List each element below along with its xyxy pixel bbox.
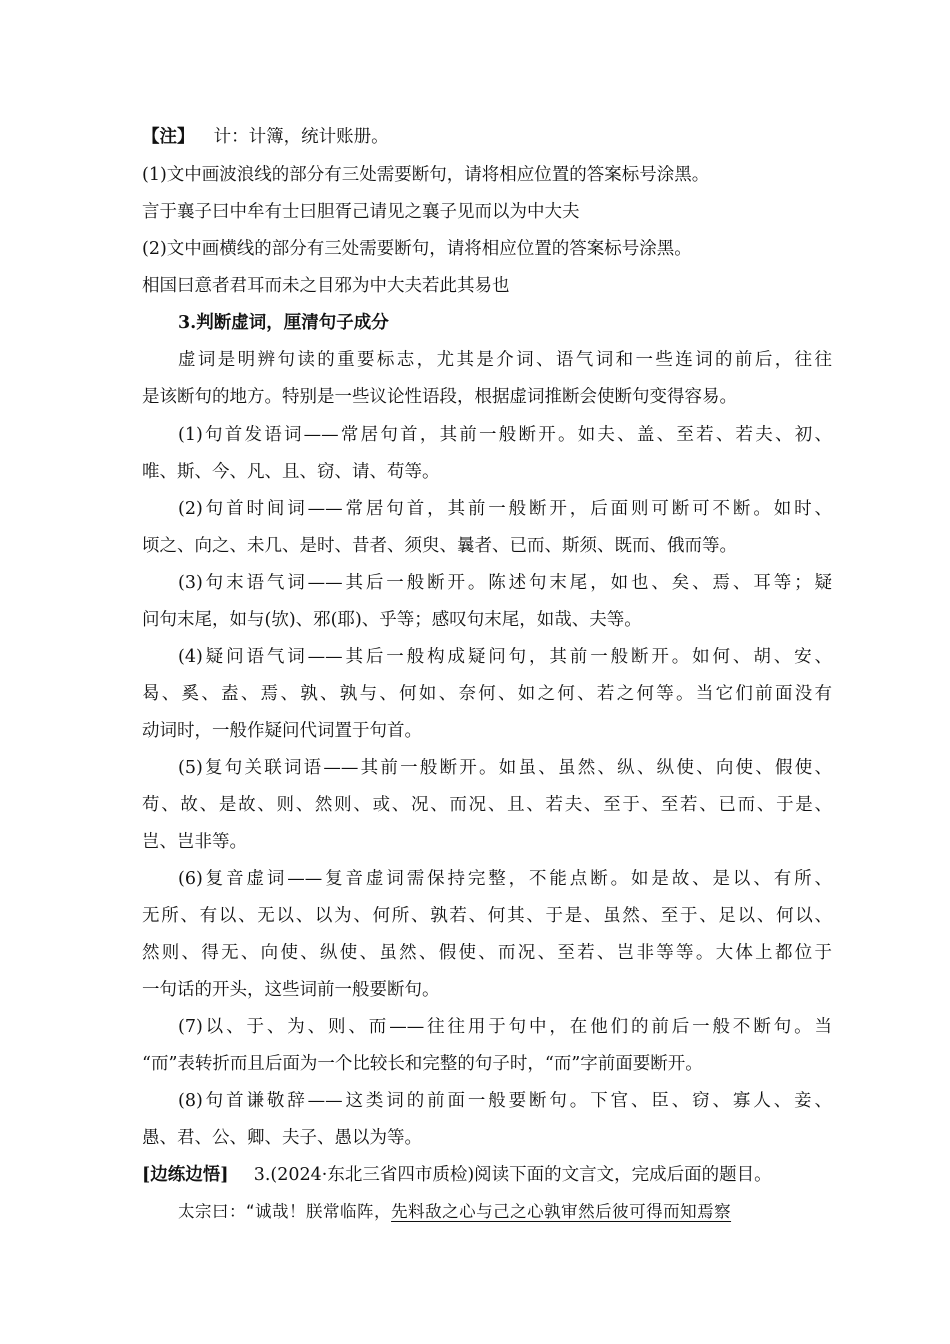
intro-line: 是该断句的地方。特别是一些议论性语段，根据虚词推断会使断句变得容易。 — [142, 387, 737, 407]
practice-text: 3.(2024·东北三省四市质检)阅读下面的文言文，完成后面的题目。 — [253, 1165, 772, 1185]
item-line: (8)句首谦敬辞——这类词的前面一般要断句。下官、臣、窃、寡人、妾、 — [178, 1091, 832, 1111]
intro-line: 虚词是明辨句读的重要标志，尤其是介词、语气词和一些连词的前后，往往 — [178, 350, 832, 370]
passage-lead: 太宗曰：“诚哉！朕常临阵， — [178, 1202, 392, 1221]
q2-sentence: 相国曰意者君耳而未之目邪为中大夫若此其易也 — [142, 276, 510, 296]
passage-underlined: 先料敌之心与己之心孰审然后彼可得而知焉察 — [391, 1202, 732, 1221]
item-line: 唯、斯、今、凡、且、窃、请、苟等。 — [142, 462, 440, 482]
section-heading: 3.判断虚词，厘清句子成分 — [178, 313, 389, 333]
item-line: (1)句首发语词——常居句首，其前一般断开。如夫、盖、至若、若夫、初、 — [178, 425, 832, 445]
practice-line — [142, 1162, 832, 1188]
item-line: “而”表转折而且后面为一个比较长和完整的句子时，“而”字前面要断开。 — [142, 1054, 703, 1074]
item-line: 一句话的开头，这些词前一般要断句。 — [142, 980, 440, 1000]
item-line: 顷之、向之、未几、是时、昔者、须臾、曩者、已而、斯须、既而、俄而等。 — [142, 536, 737, 556]
q2-instruction: (2)文中画横线的部分有三处需要断句，请将相应位置的答案标号涂黑。 — [142, 239, 692, 259]
item-line: 愚、君、公、卿、夫子、愚以为等。 — [142, 1128, 422, 1148]
item-line: (5)复句关联词语——其前一般断开。如虽、虽然、纵、纵使、向使、假使、 — [178, 758, 832, 778]
note-text: 计：计簿，统计账册。 — [213, 127, 389, 147]
item-line: 岂、岂非等。 — [142, 832, 247, 852]
item-line: 动词时，一般作疑问代词置于句首。 — [142, 721, 422, 741]
item-line: 苟、故、是故、则、然则、或、况、而况、且、若夫、至于、至若、已而、于是、 — [142, 795, 832, 815]
note-tag: 【注】 — [142, 127, 195, 147]
item-line: (6)复音虚词——复音虚词需保持完整，不能点断。如是故、是以、有所、 — [178, 869, 832, 889]
item-line: 然则、得无、向使、纵使、虽然、假使、而况、至若、岂非等等。大体上都位于 — [142, 943, 832, 963]
q1-sentence: 言于襄子曰中牟有士曰胆胥己请见之襄子见而以为中大夫 — [142, 202, 580, 222]
note-line — [142, 124, 832, 150]
q1-instruction: (1)文中画波浪线的部分有三处需要断句，请将相应位置的答案标号涂黑。 — [142, 165, 710, 185]
item-line: (3)句末语气词——其后一般断开。陈述句末尾，如也、矣、焉、耳等；疑 — [178, 573, 832, 593]
item-line: 无所、有以、无以、以为、何所、孰若、何其、于是、虽然、至于、足以、何以、 — [142, 906, 832, 926]
item-line: 问句末尾，如与(欤)、邪(耶)、乎等；感叹句末尾，如哉、夫等。 — [142, 610, 642, 630]
item-line: (7)以、于、为、则、而——往往用于句中，在他们的前后一般不断句。当 — [178, 1017, 832, 1037]
practice-tag: [边练边悟] — [142, 1165, 229, 1185]
item-line: (4)疑问语气词——其后一般构成疑问句，其前一般断开。如何、胡、安、 — [178, 647, 832, 667]
item-line: 曷、奚、盍、焉、孰、孰与、何如、奈何、如之何、若之何等。当它们前面没有 — [142, 684, 832, 704]
passage-line — [178, 1199, 832, 1225]
item-line: (2)句首时间词——常居句首，其前一般断开，后面则可断可不断。如时、 — [178, 499, 832, 519]
